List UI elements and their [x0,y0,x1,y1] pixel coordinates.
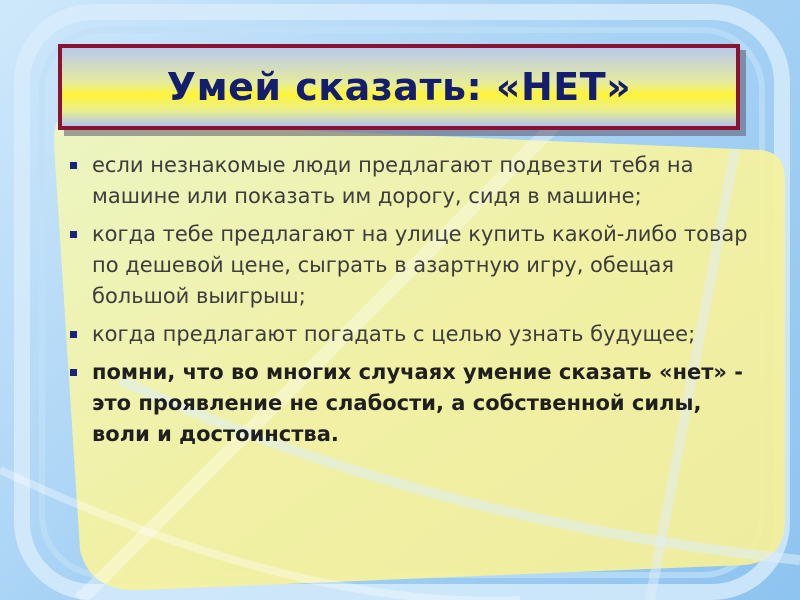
bullet-item-emphasis [70,357,750,450]
bullet-text: если незнакомые люди предлагают подвезти тебя на машине или показать им дорогу, сидя в машине; [92,153,694,208]
bullet-text: помни, что во многих случаях умение сказать «нет» - это проявление не слабости, а собственной силы, воли и достоинства. [92,360,744,446]
square-bullet-icon [70,369,77,376]
title-banner [58,44,740,130]
bullet-list [70,150,750,457]
bullet-text: когда тебе предлагают на улице купить какой-либо товар по дешевой цене, сыграть в азартную игру, обещая большой выигрыш; [92,222,748,308]
bullet-item [70,319,750,350]
square-bullet-icon [70,231,77,238]
bullet-item [70,219,750,312]
bullet-item [70,150,750,212]
square-bullet-icon [70,162,77,169]
square-bullet-icon [70,331,77,338]
bullet-text: когда предлагают погадать с целью узнать будущее; [92,322,696,346]
slide-title: Умей сказать: «НЕТ» [166,65,632,109]
